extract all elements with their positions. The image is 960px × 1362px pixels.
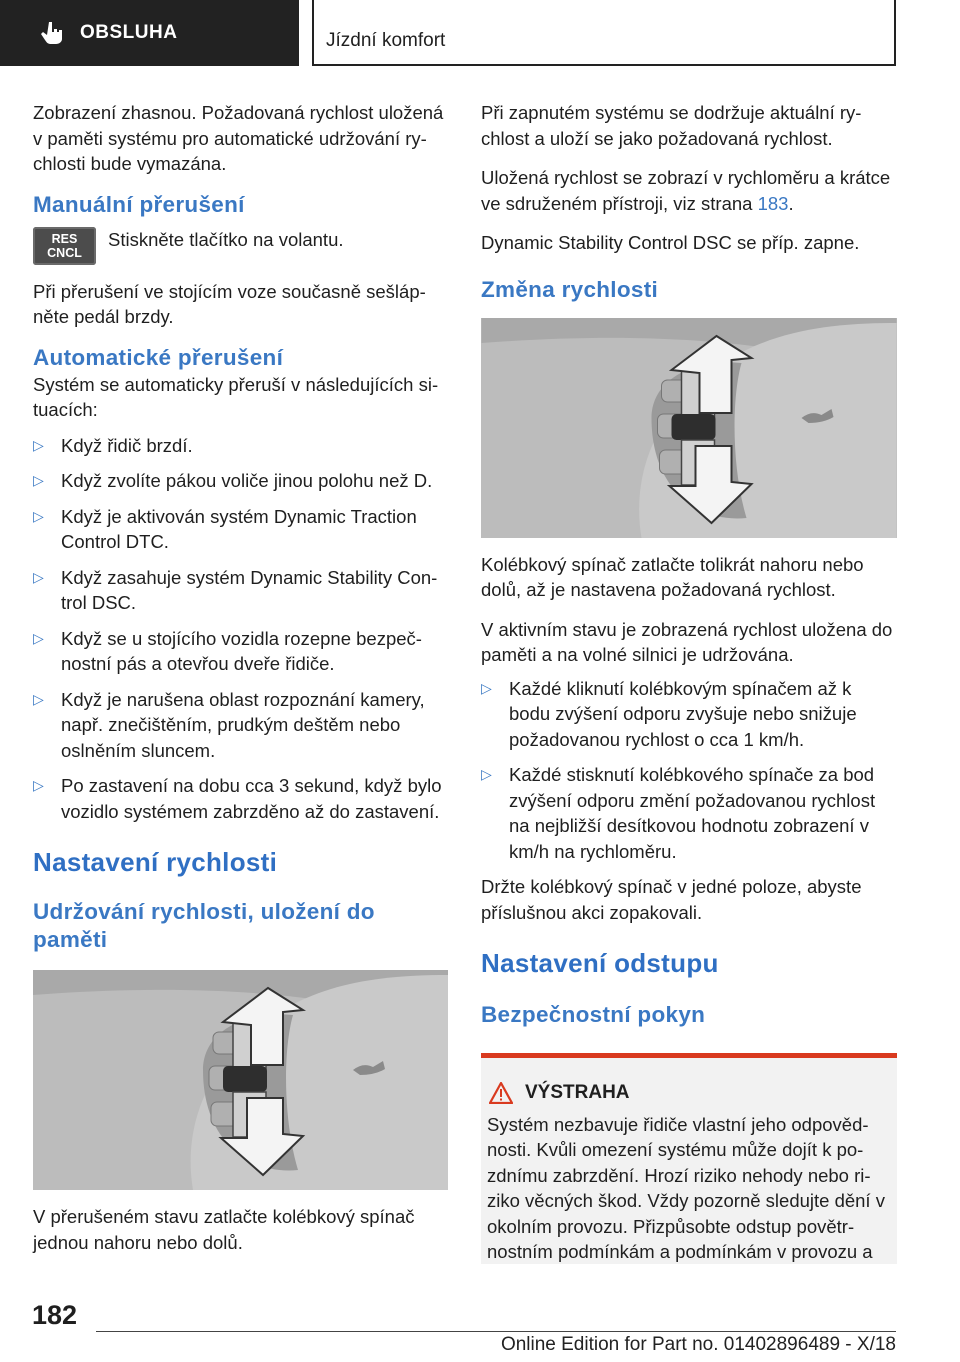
auto-interrupt-heading: Automatické přerušení — [33, 344, 284, 370]
edition-text: Online Edition for Part no. 01402896489 - X/18 — [500, 1334, 896, 1355]
distance-setting-heading: Nastavení odstupu — [481, 948, 719, 978]
list-item: ▷ Každé kliknutí kolébkovým spínačem až k bodu zvýšení odporu zvyšuje nebo snižuje požadovanou rychlost o cca 1 km/h. — [481, 677, 857, 750]
section-tab — [0, 0, 299, 66]
triangle-bullet-icon: ▷ — [33, 507, 44, 524]
list-item: ▷ Když je aktivován systém Dynamic Traction Control DTC. — [33, 505, 417, 552]
list-item: ▷ Když zasahuje systém Dynamic Stability Control DSC. — [33, 566, 438, 613]
hand-icon — [40, 20, 66, 46]
steering-wheel-image-2 — [481, 318, 897, 538]
left-column — [33, 100, 448, 1269]
list-item: ▷ Po zastavení na dobu cca 3 sekund, když bylo vozidlo systémem zabrzděno až do zastavení. — [33, 775, 442, 822]
rocker-switch-illustration-2 — [481, 318, 897, 538]
list-item: ▷ Každé stisknutí kolébkového spínače za bod zvýšení odporu změní požadovanou rychlost na nejbližší desítkovou hodnotu zobrazení v km/h na rychloměru. — [481, 764, 876, 862]
warning-text: Systém nezbavuje řidiče vlastní jeho odpovědnosti. Kvůli omezení systému může dojít k pozdnímu zabrzdění. Hrozí riziko nehody nebo riziko věcných škod. Vždy pozorně sledujte dění v okolním provozu. Přizpůsobte odstup povětrnostním podmínkám a podmínkám v provozu a — [487, 1113, 885, 1262]
auto-intro: Systém se automaticky přeruší v následujících situacích: — [33, 373, 439, 420]
right-paragraph-4: Kolébkový spínač zatlačte tolikrát nahoru nebo dolů, až je nastavena požadovaná rychlost. — [481, 553, 864, 600]
triangle-bullet-icon: ▷ — [33, 436, 44, 453]
warning-title: VÝSTRAHA — [489, 1080, 891, 1106]
steering-wheel-image — [33, 970, 448, 1190]
right-paragraph-1: Při zapnutém systému se dodržuje aktuální rychlost a uloží se jako požadovaná rychlost. — [481, 102, 862, 149]
list-item: ▷ Když zvolíte pákou voliče jinou polohu než D. — [33, 468, 448, 494]
rocker-switch-illustration — [33, 970, 448, 1190]
right-column — [481, 100, 897, 1264]
safety-note-heading: Bezpečnostní pokyn — [481, 1002, 706, 1027]
store-speed-heading: Udržování rychlosti, uložení do paměti — [33, 899, 375, 952]
triangle-bullet-icon: ▷ — [33, 472, 44, 488]
res-button-row — [33, 227, 448, 265]
auto-interrupt-list — [33, 433, 448, 825]
right-paragraph-6: Držte kolébkový spínač v jedné poloze, abyste příslušnou akci zopakovali. — [481, 876, 862, 923]
chapter-title: Jízdní komfort — [312, 0, 896, 66]
footer-divider — [96, 1331, 896, 1332]
triangle-bullet-icon: ▷ — [481, 766, 492, 782]
intro-paragraph: Zobrazení zhasnou. Požadovaná rychlost uložená v paměti systému pro automatické udržování rychlosti bude vymazána. — [33, 102, 444, 174]
right-paragraph-2: Uložená rychlost se zobrazí v rychloměru a krátce ve sdruženém přístroji, viz strana 183. — [481, 167, 891, 214]
triangle-bullet-icon: ▷ — [33, 568, 44, 585]
page-link[interactable]: 183 — [757, 192, 789, 214]
list-item: ▷ Když je narušena oblast rozpoznání kamery, např. znečištěním, prudkým deštěm nebo oslněním sluncem. — [33, 688, 425, 761]
speed-setting-heading: Nastavení rychlosti — [33, 847, 278, 877]
manual-instruction: Stiskněte tlačítko na volantu. — [108, 228, 344, 250]
warning-box — [481, 1053, 897, 1264]
after-image-paragraph: V přerušeném stavu zatlačte kolébkový spínač jednou nahoru nebo dolů. — [33, 1206, 415, 1253]
manual-paragraph: Při přerušení ve stojícím voze současně sešlápněte pedál brzdy. — [33, 280, 426, 327]
right-paragraph-3: Dynamic Stability Control DSC se příp. zapne. — [481, 232, 860, 253]
page-number: 182 — [32, 1300, 78, 1330]
triangle-bullet-icon: ▷ — [33, 777, 44, 793]
triangle-bullet-icon: ▷ — [33, 629, 44, 646]
triangle-bullet-icon: ▷ — [33, 690, 44, 707]
list-item: ▷ Když se u stojícího vozidla rozepne bezpečnostní pás a otevřou dveře řidiče. — [33, 627, 422, 674]
warning-triangle-icon — [489, 1082, 513, 1104]
manual-interrupt-heading: Manuální přerušení — [33, 191, 245, 217]
triangle-bullet-icon: ▷ — [481, 679, 492, 696]
list-item: ▷ Když řidič brzdí. — [33, 433, 448, 459]
speed-change-heading: Změna rychlosti — [481, 276, 659, 302]
speed-change-list — [481, 676, 897, 865]
section-tab-label: OBSLUHA — [80, 22, 178, 43]
right-paragraph-5: V aktivním stavu je zobrazená rychlost uložena do paměti a na volné silnici je udržována. — [481, 618, 893, 665]
res-cncl-button-icon: RES CNCL — [33, 227, 96, 265]
